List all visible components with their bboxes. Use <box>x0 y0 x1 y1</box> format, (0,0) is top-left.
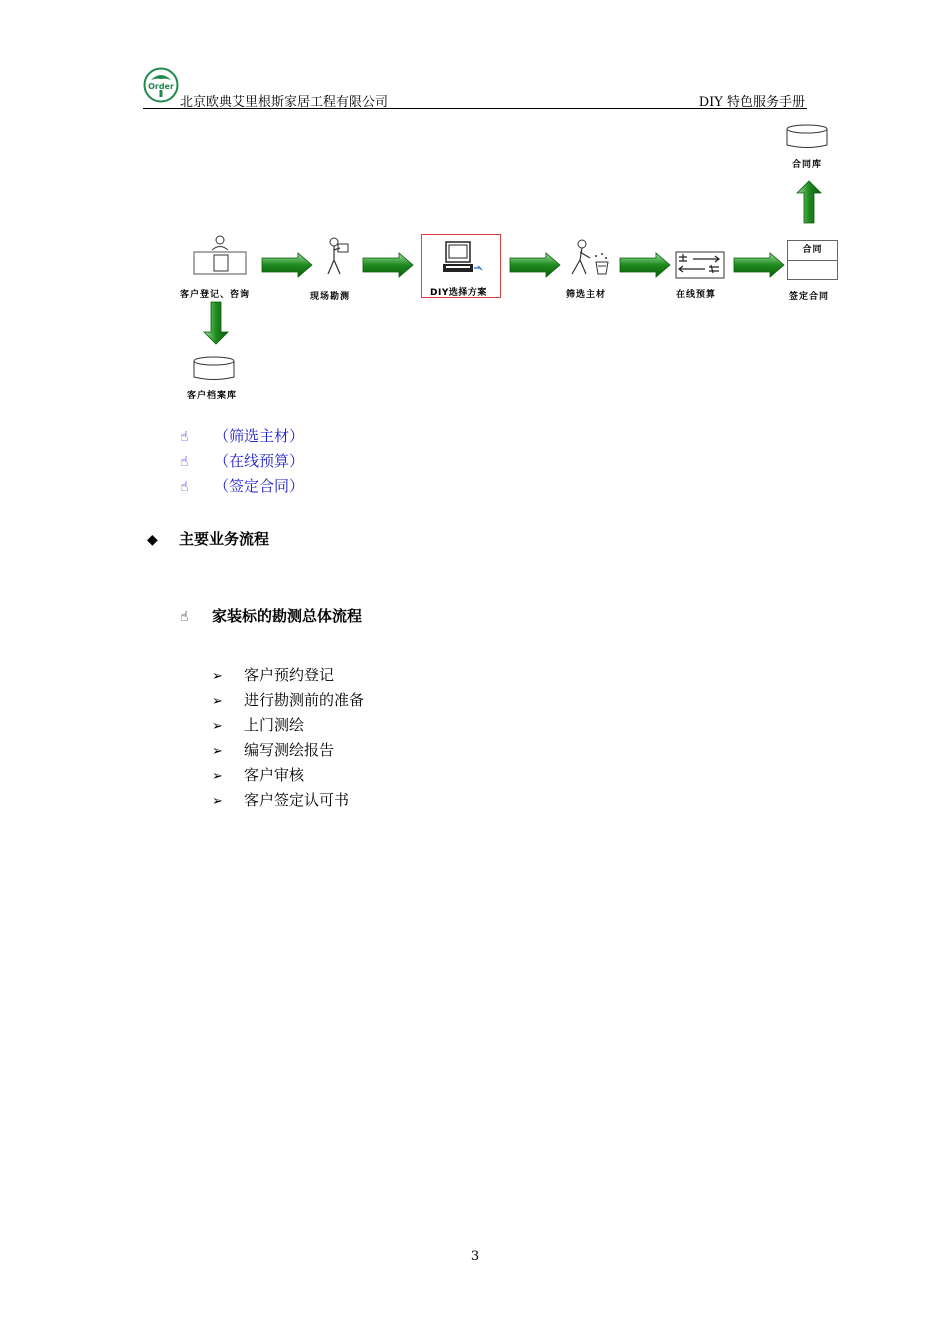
budget-icon <box>675 251 725 279</box>
reception-desk-icon <box>192 234 248 276</box>
svg-text:Order: Order <box>148 82 174 91</box>
header-divider <box>143 108 807 109</box>
customer-database-icon <box>193 356 235 382</box>
flow-arrow-right <box>362 252 414 278</box>
flow-arrow-down <box>203 301 229 345</box>
flow-arrow-right <box>619 252 671 278</box>
arrow-bullet-icon: ➢ <box>212 669 223 684</box>
pointing-hand-icon: ☝ <box>180 609 189 625</box>
link-item[interactable]: ☝ （签定合同） <box>180 477 305 495</box>
arrow-bullet-icon: ➢ <box>212 694 223 709</box>
section-heading: ◆ 主要业务流程 <box>147 530 270 548</box>
step-label: 筛选主材 <box>566 290 607 300</box>
page-number: 3 <box>470 1249 480 1264</box>
list-item: ➢ 上门测绘 <box>212 716 305 734</box>
step-label: 签定合同 <box>789 292 830 302</box>
list-item: ➢ 客户签定认可书 <box>212 791 350 809</box>
flow-arrow-up <box>796 180 822 224</box>
arrow-bullet-icon: ➢ <box>212 794 223 809</box>
subsection-heading: ☝ 家装标的勘测总体流程 <box>180 607 363 625</box>
company-name: 北京欧典艾里根斯家居工程有限公司 <box>180 95 389 110</box>
list-item: ➢ 编写测绘报告 <box>212 741 335 759</box>
flow-arrow-right <box>733 252 785 278</box>
diamond-bullet-icon: ◆ <box>147 532 158 548</box>
step-label: DIY选择方案 <box>430 288 487 298</box>
customer-database-label: 客户档案库 <box>187 391 238 401</box>
list-item: ➢ 客户预约登记 <box>212 666 335 684</box>
manual-title: DIY 特色服务手册 <box>698 95 805 110</box>
list-item: ➢ 进行勘测前的准备 <box>212 691 365 709</box>
contract-database-label: 合同库 <box>792 160 823 170</box>
contract-icon <box>787 240 838 280</box>
step-label: 现场勘测 <box>310 292 351 302</box>
flow-arrow-right <box>261 252 313 278</box>
flow-arrow-right <box>509 252 561 278</box>
contract-database-icon <box>786 124 828 150</box>
link-item[interactable]: ☝ （筛选主材） <box>180 427 305 445</box>
arrow-bullet-icon: ➢ <box>212 719 223 734</box>
arrow-bullet-icon: ➢ <box>212 744 223 759</box>
material-selection-icon <box>566 238 612 278</box>
arrow-bullet-icon: ➢ <box>212 769 223 784</box>
computer-icon <box>440 240 484 276</box>
step-label: 客户登记、咨询 <box>180 290 251 300</box>
surveyor-icon <box>320 236 352 278</box>
pointing-hand-icon: ☝ <box>180 429 189 445</box>
link-item[interactable]: ☝ （在线预算） <box>180 452 305 470</box>
order-logo-icon <box>143 67 179 103</box>
contract-box-text: 合同 <box>788 241 837 261</box>
pointing-hand-icon: ☝ <box>180 479 189 495</box>
step-label: 在线预算 <box>676 290 717 300</box>
pointing-hand-icon: ☝ <box>180 454 189 470</box>
list-item: ➢ 客户审核 <box>212 766 305 784</box>
